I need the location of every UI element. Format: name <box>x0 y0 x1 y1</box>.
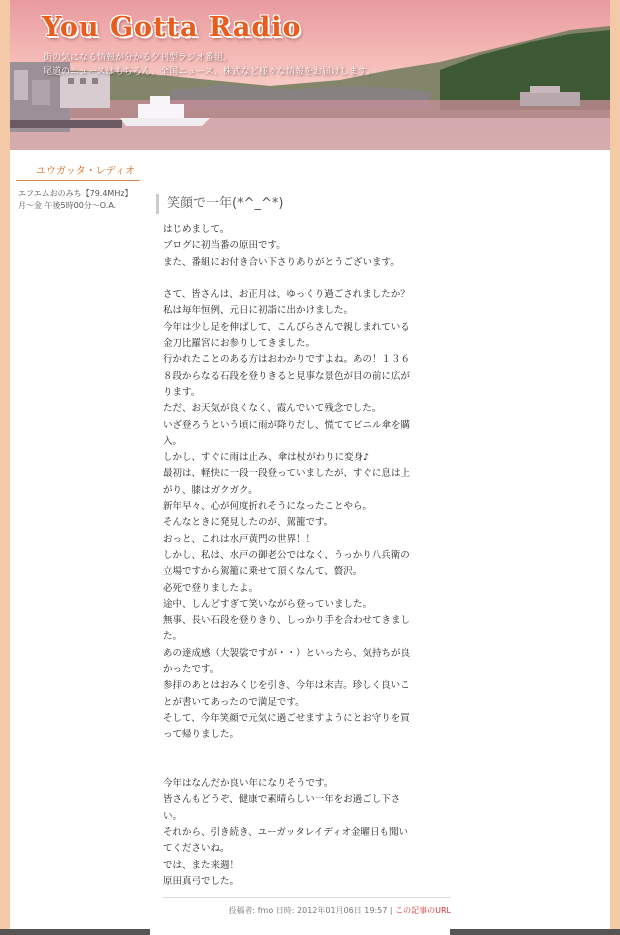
post-line: 今年はなんだか良い年になりそうです。 <box>163 778 334 790</box>
post-line: 立場ですから駕籠に乗せて頂くなんて、贅沢。 <box>163 566 363 578</box>
post-line: た。 <box>163 631 183 643</box>
station-frequency: エフエムおのみち【79.4MHz】 <box>18 189 133 198</box>
site-header-banner <box>10 0 610 150</box>
site-title[interactable]: You Gotta Radio <box>42 12 302 43</box>
post-line: 行かれたことのある方はおわかりですよね。あの！１３６ <box>163 354 411 366</box>
permalink-link[interactable]: この記事のURL <box>395 906 451 915</box>
post-title: 笑顔で一年(*^_^*) <box>156 194 283 214</box>
post-line: はじめまして。 <box>163 224 230 235</box>
post-line: おっと、これは水戸黄門の世界！！ <box>163 533 316 545</box>
post-line: それから、引き続き、ユーガッタレイディオ金曜日も聞い <box>163 826 409 838</box>
post-line: 皆さんもどうぞ、健康で素晴らしい一年をお過ごし下さ <box>163 794 401 806</box>
post-footer-divider <box>163 897 451 898</box>
sidebar-title: ユウガッタ・レディオ <box>36 166 135 177</box>
post-footer <box>163 905 451 916</box>
post-line: 金刀比羅宮にお参りしてきました。 <box>163 338 316 350</box>
broadcast-schedule: 月～金 午後5時00分～O.A. <box>18 201 117 210</box>
post-line: 最初は、軽快に一段一段登っていましたが、すぐに息は上 <box>163 468 411 480</box>
blank-line <box>163 744 451 760</box>
post-line: ただ、お天気が良くなく、霞んでいて残念でした。 <box>163 403 382 415</box>
post-line: 参拝のあとはおみくじを引き、今年は末吉。珍しく良いこ <box>163 680 410 692</box>
sidebar-divider <box>16 180 140 181</box>
post-line: 入。 <box>163 435 183 447</box>
post-line: かったです。 <box>163 664 220 676</box>
post-line: ブログに初当番の原田です。 <box>163 240 286 252</box>
post-line: 私は毎年恒例、元日に初詣に出かけました。 <box>163 305 354 317</box>
post-meta: 投稿者: fmo 日時: 2012年01月06日 19:57 | <box>228 906 396 915</box>
post-line: あの達成感（大袈裟ですが・・）といったら、気持ちが良 <box>163 647 411 659</box>
scroll-track <box>150 929 450 935</box>
post-line: また、番組にお付き合い下さりありがとうございます。 <box>163 256 400 268</box>
post-line: 無事、長い石段を登りきり、しっかり手を合わせてきまし <box>163 615 411 627</box>
post-line: 新年早々、心が何度折れそうになったことやら。 <box>163 501 373 513</box>
post-line: しかし、すぐに雨は止み、傘は杖がわりに変身♪ <box>163 452 370 464</box>
station-info <box>18 188 133 212</box>
post-line: 今年は少し足を伸ばして、こんぴらさんで親しまれている <box>163 321 410 333</box>
post-line: では、また来週！ <box>163 859 240 871</box>
tagline-line: 街の気になる情報が分かる夕刊型ラジオ番組。 <box>43 53 233 63</box>
page-container <box>10 0 610 930</box>
post-line: てくださいね。 <box>163 843 230 855</box>
post-body <box>163 222 451 890</box>
window-bottom-edge <box>0 929 620 935</box>
post-line: しかし、私は、水戸の御老公ではなく、うっかり八兵衛の <box>163 549 410 561</box>
post-line: い。 <box>163 810 183 822</box>
post-line: さて、皆さんは、お正月は、ゆっくり過ごされましたか？ <box>163 289 410 301</box>
post-line: がり、膝はガクガク。 <box>163 484 258 496</box>
post-line: とが書いてあったので満足です。 <box>163 696 305 708</box>
post-line: 原田真弓でした。 <box>163 875 240 887</box>
post-line: そんなときに発見したのが、駕籠です。 <box>163 517 334 529</box>
site-tagline <box>43 51 375 79</box>
post-line: ります。 <box>163 386 201 398</box>
post-line: って帰りました。 <box>163 729 240 741</box>
post-line: 必死で登りましたよ。 <box>163 582 259 594</box>
post-line: ８段からなる石段を登りきると見事な景色が目の前に広が <box>163 370 411 382</box>
blank-line <box>163 271 451 287</box>
post-line: 途中、しんどすぎて笑いながら登っていました。 <box>163 598 373 610</box>
tagline-line: 尾道のニュースはもちろん、全国ニュース、株式など様々な情報をお届けします。 <box>43 67 376 77</box>
blank-line <box>163 760 451 776</box>
post-line: いざ登ろうという頃に雨が降りだし、慌ててビニル傘を購 <box>163 419 411 431</box>
post-line: そして、今年笑顔で元気に過ごせますようにとお守りを買 <box>163 712 410 724</box>
